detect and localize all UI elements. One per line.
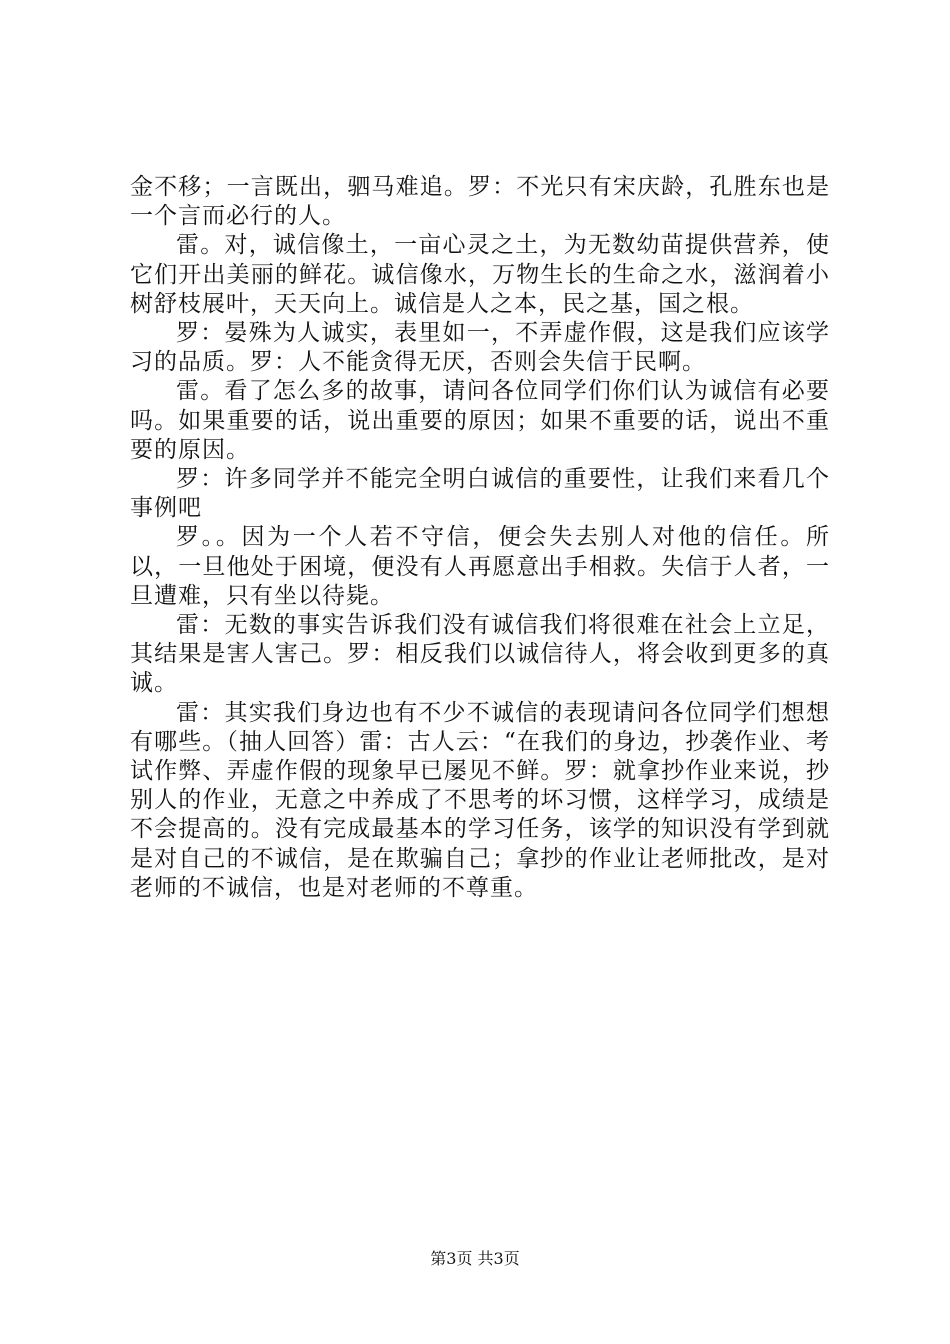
paragraph-4: 雷。看了怎么多的故事，请问各位同学们你们认为诚信有必要吗。如果重要的话，说出重要的原因；如果不重要的话，说出不重要的原因。 bbox=[130, 378, 830, 463]
paragraph-1: 金不移；一言既出，驷马难追。罗：不光只有宋庆龄，孔胜东也是一个言而必行的人。 bbox=[130, 174, 830, 230]
paragraph-6: 罗。。因为一个人若不守信，便会失去别人对他的信任。所以，一旦他处于困境，便没有人再愿意出手相救。失信于人者，一旦遭难，只有坐以待毙。 bbox=[130, 524, 830, 609]
paragraph-2: 雷。对，诚信像土，一亩心灵之土，为无数幼苗提供营养，使它们开出美丽的鲜花。诚信像水，万物生长的生命之水，滋润着小树舒枝展叶，天天向上。诚信是人之本，民之基，国之根。 bbox=[130, 232, 830, 317]
page-footer: 第3页 共3页 bbox=[430, 1249, 520, 1268]
paragraph-8: 雷：其实我们身边也有不少不诚信的表现请问各位同学们想想有哪些。（抽人回答）雷：古人云：“在我们的身边，抄袭作业、考试作弊、弄虚作假的现象早已屡见不鲜。罗：就拿抄作业来说，抄别人的作业，无意之中养成了不思考的坏习惯，这样学习，成绩是不会提高的。没有完成最基本的学习任务，该学的知识没有学到就是对自己的不诚信，是在欺骗自己；拿抄的作业让老师批改，是对老师的不诚信，也是对老师的不尊重。 bbox=[130, 699, 830, 901]
body-text bbox=[130, 173, 830, 903]
paragraph-3: 罗：晏殊为人诚实，表里如一，不弄虚作假，这是我们应该学习的品质。罗：人不能贪得无厌，否则会失信于民啊。 bbox=[130, 320, 830, 376]
paragraph-7: 雷：无数的事实告诉我们没有诚信我们将很难在社会上立足，其结果是害人害己。罗：相反我们以诚信待人，将会收到更多的真诚。 bbox=[130, 612, 830, 697]
paragraph-5: 罗：许多同学并不能完全明白诚信的重要性，让我们来看几个事例吧 bbox=[130, 466, 830, 522]
